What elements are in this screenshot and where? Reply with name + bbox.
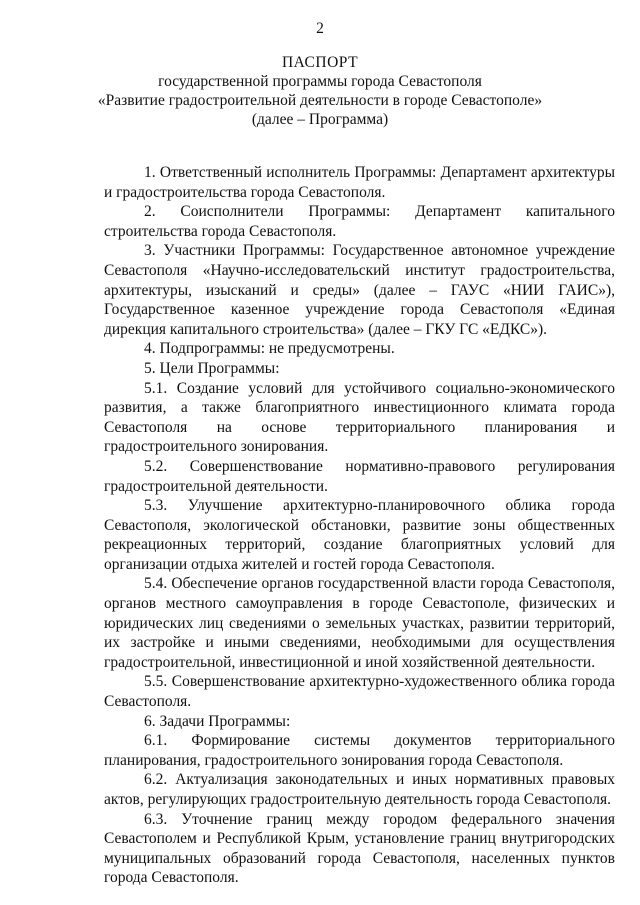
- document-heading: [80, 53, 560, 129]
- paragraph-2: 2. Соисполнители Программы: Департамент капитального строительства города Севастополя.: [104, 203, 615, 240]
- document-body: [104, 163, 615, 888]
- paragraph-5-4: 5.4. Обеспечение органов государственной власти города Севастополя, органов местного самоуправления в городе Севастополе, физических и юридических лиц сведениями о земельных участках, развитии территорий, их застройке и иными сведениями, необходимыми для осуществления градостроительной, инвестиционной и иной хозяйственной деятельности.: [104, 575, 615, 671]
- paragraph-6-1: 6.1. Формирование системы документов территориального планирования, градостроительного зонирования города Севастополя.: [104, 732, 615, 769]
- paragraph-5-1: 5.1. Создание условий для устойчивого социально-экономического развития, а также благоприятного инвестиционного климата города Севастополя на основе территориального планирования и градостроительного зонирования.: [104, 379, 615, 456]
- page-number: 2: [316, 20, 324, 37]
- heading-line-3: (далее – Программа): [251, 111, 389, 128]
- heading-line-2: «Развитие градостроительной деятельности в городе Севастополе»: [97, 92, 543, 109]
- paragraph-6-2: 6.2. Актуализация законодательных и иных нормативных правовых актов, регулирующих градостроительную деятельность города Севастополя.: [104, 771, 615, 808]
- paragraph-6: 6. Задачи Программы:: [144, 712, 291, 730]
- paragraph-4: 4. Подпрограммы: не предусмотрены.: [144, 340, 395, 358]
- paragraph-5: 5. Цели Программы:: [144, 359, 280, 377]
- paragraph-6-3: 6.3. Уточнение границ между городом федерального значения Севастополем и Республикой Крым, установление границ внутригородских муниципальных образований города Севастополя, населенных пунктов города Севастополя.: [104, 810, 615, 887]
- heading-line-1: государственной программы города Севастополя: [158, 73, 482, 90]
- paragraph-1: 1. Ответственный исполнитель Программы: Департамент архитектуры и градостроительства города Севастополя.: [104, 164, 615, 201]
- paragraph-5-3: 5.3. Улучшение архитектурно-планировочного облика города Севастополя, экологической обстановки, развитие зоны общественных рекреационных территорий, создание благоприятных условий для организации отдыха жителей и гостей города Севастополя.: [104, 497, 615, 573]
- paragraph-5-2: 5.2. Совершенствование нормативно-правового регулирования градостроительной деятельности.: [104, 457, 615, 495]
- paragraph-3: 3. Участники Программы: Государственное автономное учреждение Севастополя «Научно-исследовательский институт градостроительства, архитектуры, изысканий и среды» (далее – ГАУС «НИИ ГАИС»), Государственное казенное учреждение города Севастополя «Единая дирекция капитального строительства» (далее – ГКУ ГС «ЕДКС»).: [104, 242, 615, 338]
- paragraph-5-5: 5.5. Совершенствование архитектурно-художественного облика города Севастополя.: [104, 673, 615, 711]
- document-title: ПАСПОРТ: [281, 54, 359, 71]
